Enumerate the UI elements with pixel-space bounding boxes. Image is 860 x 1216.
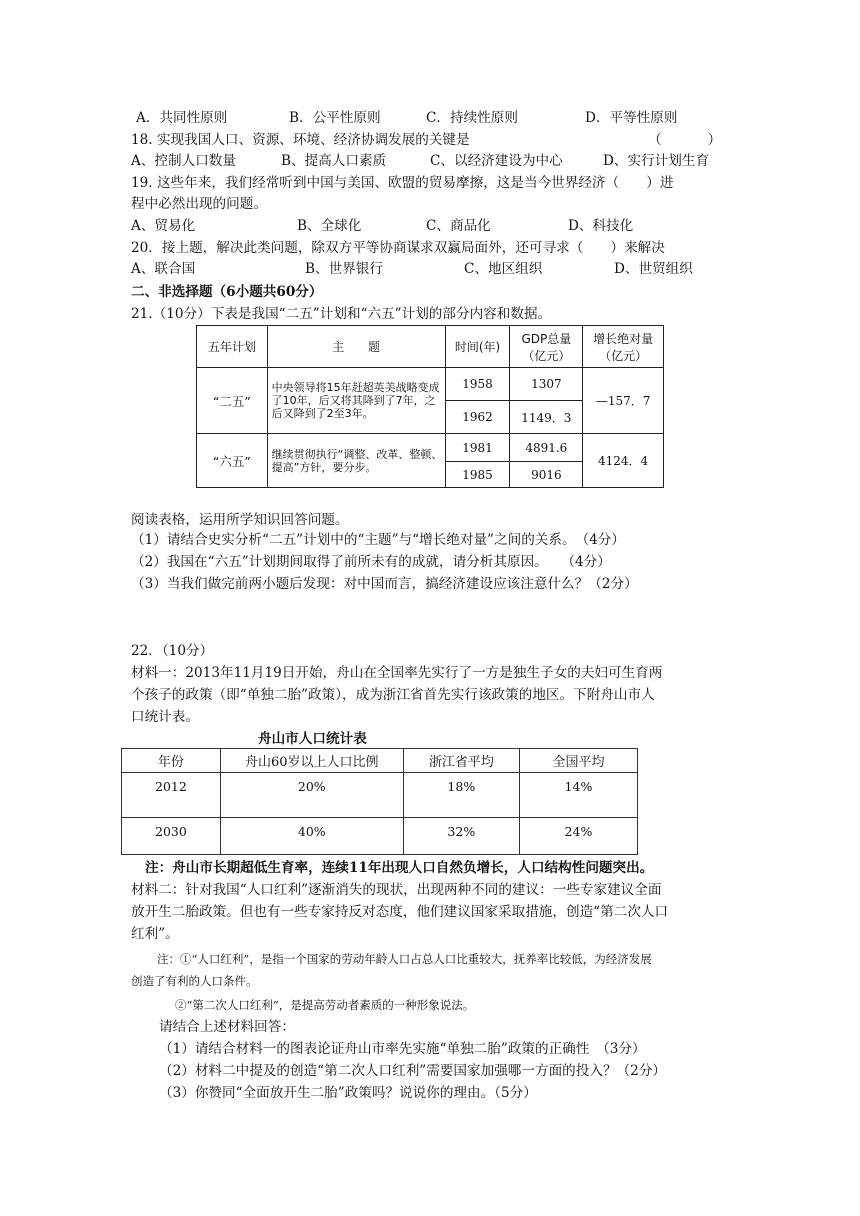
q18-answer-paren: （ ） [648, 132, 722, 148]
q19-option-a: A、贸易化 [131, 218, 196, 234]
q21-header-plan: 五年计划 [197, 326, 268, 368]
q22-header-zhejiang: 浙江省平均 [403, 749, 519, 773]
q21-gdp-cell: 9016 [510, 462, 583, 488]
q21-read-instruction: 阅读表格，运用所学知识回答问题。 [131, 512, 349, 528]
q21-growth-cell: 4124．4 [583, 434, 664, 488]
q22-material1-line1: 材料一：2013年11月19日开始，舟山在全国率先实行了一方是独生子女的夫妇可生育两 [131, 665, 663, 681]
q21-gdp-cell: 1149．3 [510, 401, 583, 434]
q22-sub2: （2）材料二中提及的创造“第二次人口红利”需要国家加强哪一方面的投入？（2分） [159, 1063, 666, 1079]
q21-header-year: 时间(年) [445, 326, 510, 368]
q21-theme-cell: 中央领导将15年赶超英美战略变成了10年，后又将其降到了7年，之后又降到了2至3年。 [267, 368, 445, 434]
q22-cell: 18% [403, 773, 519, 818]
q19-option-c: C、商品化 [426, 218, 491, 234]
q19-stem-line1: 19. 这些年来，我们经常听到中国与美国、欧盟的贸易摩擦，这是当今世界经济（ ）进 [131, 175, 674, 191]
q22-header-year: 年份 [122, 749, 221, 773]
q18-stem: 18. 实现我国人口、资源、环境、经济协调发展的关键是 [131, 132, 470, 148]
q21-year-cell: 1958 [445, 368, 510, 401]
q22-heading: 22．（10分） [131, 643, 214, 659]
q17-option-a: A．共同性原则 [136, 110, 228, 126]
q21-sub2: （2）我国在“六五”计划期间取得了前所未有的成就，请分析其原因。 （4分） [131, 554, 611, 570]
q22-cell: 40% [220, 818, 403, 855]
q21-gdp-cell: 4891.6 [510, 434, 583, 462]
q21-year-cell: 1985 [445, 462, 510, 488]
q20-option-a: A、联合国 [131, 261, 196, 277]
q21-plan-cell: “二五” [197, 368, 268, 434]
q22-footnote1-line2: 创造了有利的人口条件。 [131, 974, 258, 988]
q19-option-b: B、全球化 [297, 218, 362, 234]
q20-stem: 20．接上题，解决此类问题，除双方平等协商谋求双赢局面外，还可寻求（ ）来解决 [131, 240, 665, 256]
q21-gdp-cell: 1307 [510, 368, 583, 401]
q22-material2-line3: 红利”。 [131, 926, 179, 942]
q21-header-gdp: GDP总量（亿元） [510, 326, 583, 368]
q22-header-national: 全国平均 [519, 749, 637, 773]
q22-material1-line3: 口统计表。 [131, 709, 199, 725]
q22-table-title: 舟山市人口统计表 [258, 731, 367, 747]
q17-option-d: D．平等性原则 [585, 110, 678, 126]
q20-option-d: D、世贸组织 [614, 261, 693, 277]
q21-year-cell: 1981 [445, 434, 510, 462]
q18-option-b: B、提高人口素质 [281, 153, 387, 169]
q22-cell: 32% [403, 818, 519, 855]
q22-cell: 2012 [122, 773, 221, 818]
q18-option-d: D、实行计划生育 [603, 153, 710, 169]
table-row [197, 368, 664, 401]
q19-option-d: D、科技化 [568, 218, 634, 234]
q18-option-c: C、以经济建设为中心 [430, 153, 563, 169]
q22-table-note: 注：舟山市长期超低生育率，连续11年出现人口自然负增长，人口结构性问题突出。 [145, 860, 654, 876]
q21-header-theme: 主 题 [267, 326, 445, 368]
q17-option-b: B．公平性原则 [289, 110, 381, 126]
table-row [122, 818, 638, 855]
q20-option-b: B、世界银行 [305, 261, 383, 277]
section2-heading: 二、非选择题（6小题共60分） [131, 284, 323, 300]
q21-intro: 21.（10分）下表是我国“二五”计划和“六五”计划的部分内容和数据。 [131, 306, 552, 322]
q21-plan-table [196, 325, 664, 488]
q21-year-cell: 1962 [445, 401, 510, 434]
q21-plan-cell: “六五” [197, 434, 268, 488]
q21-sub1: （1）请结合史实分析“二五”计划中的“主题”与“增长绝对量”之间的关系。 （4分） [131, 532, 625, 548]
q22-cell: 14% [519, 773, 637, 818]
q21-theme-cell: 继续贯彻执行“调整、改革、整顿、提高”方针，要分步。 [267, 434, 445, 488]
q19-stem-line2: 程中必然出现的问题。 [131, 196, 267, 212]
q22-footnote2: ②“第二次人口红利”，是提高劳动者素质的一种形象说法。 [175, 998, 475, 1012]
q22-cell: 24% [519, 818, 637, 855]
q21-sub3: （3）当我们做完前两小题后发现：对中国而言，搞经济建设应该注意什么？（2分） [131, 576, 638, 592]
q22-material1-line2: 个孩子的政策（即“单独二胎”政策），成为浙江省首先实行该政策的地区。下附舟山市人 [131, 687, 655, 703]
table-row [122, 773, 638, 818]
q22-instruction: 请结合上述材料回答： [159, 1019, 295, 1035]
q22-cell: 2030 [122, 818, 221, 855]
table-row [197, 434, 664, 462]
q22-sub1: （1）请结合材料一的图表论证舟山市率先实施“单独二胎”政策的正确性 （3分） [159, 1041, 646, 1057]
q22-material2-line2: 放开生二胎政策。但也有一些专家持反对态度，他们建议国家采取措施，创造“第二次人口 [131, 904, 669, 920]
q22-footnote1-line1: 注：①“人口红利”，是指一个国家的劳动年龄人口占总人口比重较大，抚养率比较低，为经济发展 [157, 952, 652, 966]
q22-material2-line1: 材料二：针对我国“人口红利”逐渐消失的现状，出现两种不同的建议：一些专家建议全面 [131, 882, 662, 898]
q20-option-c: C、地区组织 [464, 261, 543, 277]
q22-cell: 20% [220, 773, 403, 818]
q21-growth-cell: —157．7 [583, 368, 664, 434]
q18-option-a: A、控制人口数量 [131, 153, 236, 169]
q22-sub3: （3）你赞同“全面放开生二胎”政策吗？说说你的理由。（5分） [159, 1085, 537, 1101]
q22-header-zhoushan: 舟山60岁以上人口比例 [220, 749, 403, 773]
q22-population-table [121, 748, 638, 855]
q17-option-c: C．持续性原则 [426, 110, 518, 126]
q21-header-growth: 增长绝对量（亿元） [583, 326, 664, 368]
